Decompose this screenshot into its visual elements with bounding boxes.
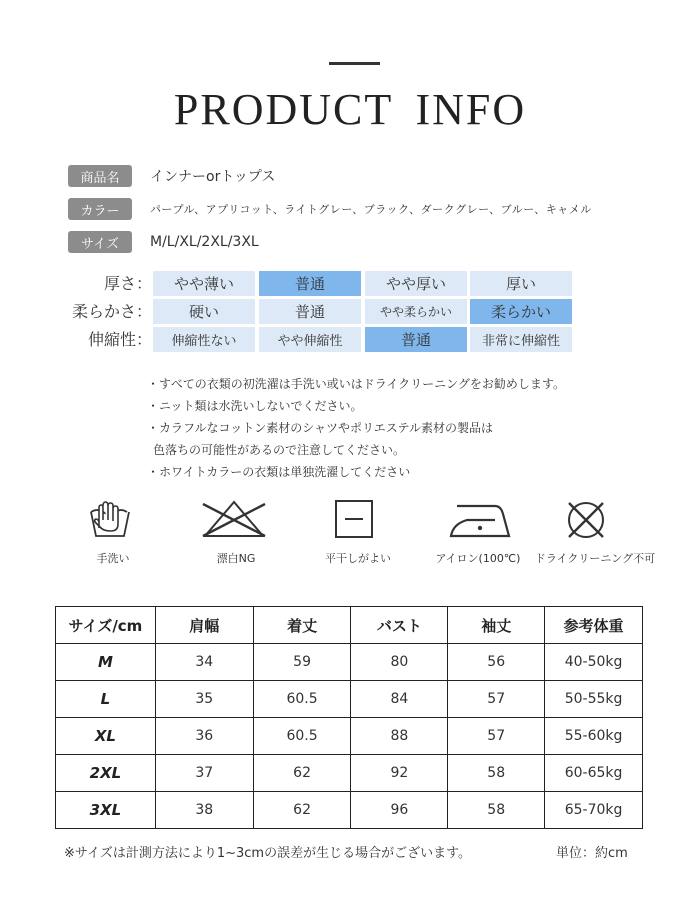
table-cell: 40-50kg	[545, 644, 643, 681]
care-iron	[420, 498, 540, 540]
attribute-option: やや厚い	[365, 271, 467, 296]
table-cell: 37	[155, 755, 253, 792]
size-cell: 2XL	[56, 755, 156, 792]
table-cell: 84	[351, 681, 448, 718]
table-cell: 34	[155, 644, 253, 681]
care-label: 漂白NG	[216, 552, 256, 565]
table-cell: 80	[351, 644, 448, 681]
page-title: PRODUCT INFO	[173, 85, 527, 134]
info-tag: サイズ	[68, 231, 132, 253]
attribute-option: やや柔らかい	[365, 299, 467, 324]
table-cell: 60.5	[253, 718, 351, 755]
table-row	[56, 718, 643, 755]
care-label: 手洗い	[96, 552, 130, 565]
attribute-option: やや薄い	[153, 271, 255, 296]
table-cell: 36	[155, 718, 253, 755]
table-cell: 35	[155, 681, 253, 718]
table-row	[56, 644, 643, 681]
note-line: ・ニット類は水洗いしないでください。	[147, 399, 363, 413]
note-line: 色落ちの可能性があるので注意してください。	[153, 443, 406, 457]
table-row	[56, 755, 643, 792]
table-cell: 60.5	[253, 681, 351, 718]
care-no-dry-clean	[526, 498, 646, 544]
attribute-option: 厚い	[470, 271, 572, 296]
attribute-option-selected: 柔らかい	[470, 299, 572, 324]
table-cell: 62	[253, 792, 351, 829]
table-cell: 62	[253, 755, 351, 792]
note-line: ・カラフルなコットン素材のシャツやポリエステル素材の製品は	[147, 421, 493, 435]
care-notes	[147, 373, 565, 483]
size-table	[55, 606, 643, 829]
care-label: アイロン(100℃)	[435, 552, 521, 565]
attribute-option: 非常に伸縮性	[470, 327, 572, 352]
attribute-option: 普通	[259, 299, 361, 324]
attribute-label: 厚さ：	[103, 274, 152, 293]
size-cell: XL	[56, 718, 156, 755]
care-flat-dry	[294, 498, 414, 540]
info-tag: カラー	[68, 198, 132, 220]
care-label: 平干しがよい	[325, 552, 391, 565]
table-header: 着丈	[253, 607, 351, 644]
table-cell: 55-60kg	[545, 718, 643, 755]
table-header: バスト	[351, 607, 448, 644]
table-header: 肩幅	[155, 607, 253, 644]
table-cell: 57	[448, 718, 545, 755]
size-cell: 3XL	[56, 792, 156, 829]
care-no-bleach	[174, 498, 294, 540]
table-row	[56, 681, 643, 718]
table-cell: 50-55kg	[545, 681, 643, 718]
attribute-option-selected: 普通	[259, 271, 361, 296]
info-value: パープル、アプリコット、ライトグレー、ブラック、ダークグレー、ブルー、キャメル	[150, 203, 592, 216]
table-header-row	[56, 607, 643, 644]
table-cell: 88	[351, 718, 448, 755]
attribute-label: 柔らかさ：	[71, 302, 152, 321]
title-rule	[329, 62, 380, 65]
flat-dry-icon	[333, 498, 375, 540]
attribute-option: 伸縮性ない	[153, 327, 255, 352]
note-line: ・すべての衣類の初洗濯は手洗い或いはドライクリーニングをお勧めします。	[147, 377, 565, 391]
table-cell: 59	[253, 644, 351, 681]
table-cell: 58	[448, 792, 545, 829]
size-footnote: ※サイズは計測方法により1~3cmの誤差が生じる場合がございます。	[64, 846, 472, 861]
table-cell: 57	[448, 681, 545, 718]
attribute-option: 硬い	[153, 299, 255, 324]
size-cell: M	[56, 644, 156, 681]
size-cell: L	[56, 681, 156, 718]
attribute-label: 伸縮性：	[87, 330, 152, 349]
table-header: サイズ/cm	[56, 607, 156, 644]
table-header: 袖丈	[448, 607, 545, 644]
info-row-name	[68, 164, 275, 188]
table-cell: 38	[155, 792, 253, 829]
note-line: ・ホワイトカラーの衣類は単独洗濯してください	[147, 465, 411, 479]
table-cell: 60-65kg	[545, 755, 643, 792]
attribute-option-selected: 普通	[365, 327, 467, 352]
info-row-size	[68, 230, 259, 254]
table-cell: 65-70kg	[545, 792, 643, 829]
table-cell: 92	[351, 755, 448, 792]
hand-wash-icon	[87, 498, 133, 540]
table-cell: 96	[351, 792, 448, 829]
table-cell: 56	[448, 644, 545, 681]
iron-icon	[445, 498, 515, 540]
attribute-option: やや伸縮性	[259, 327, 361, 352]
info-value: インナーorトップス	[150, 169, 276, 185]
table-header: 参考体重	[545, 607, 643, 644]
info-tag: 商品名	[68, 165, 132, 187]
unit-label: 単位：約cm	[556, 846, 628, 861]
info-value: M/L/XL/2XL/3XL	[150, 234, 259, 250]
care-label: ドライクリーニング不可	[534, 552, 656, 565]
table-cell: 58	[448, 755, 545, 792]
no-dry-clean-icon	[563, 498, 609, 544]
care-hand-wash	[50, 498, 170, 540]
table-row	[56, 792, 643, 829]
info-row-color	[68, 197, 592, 221]
no-bleach-icon	[199, 498, 269, 540]
